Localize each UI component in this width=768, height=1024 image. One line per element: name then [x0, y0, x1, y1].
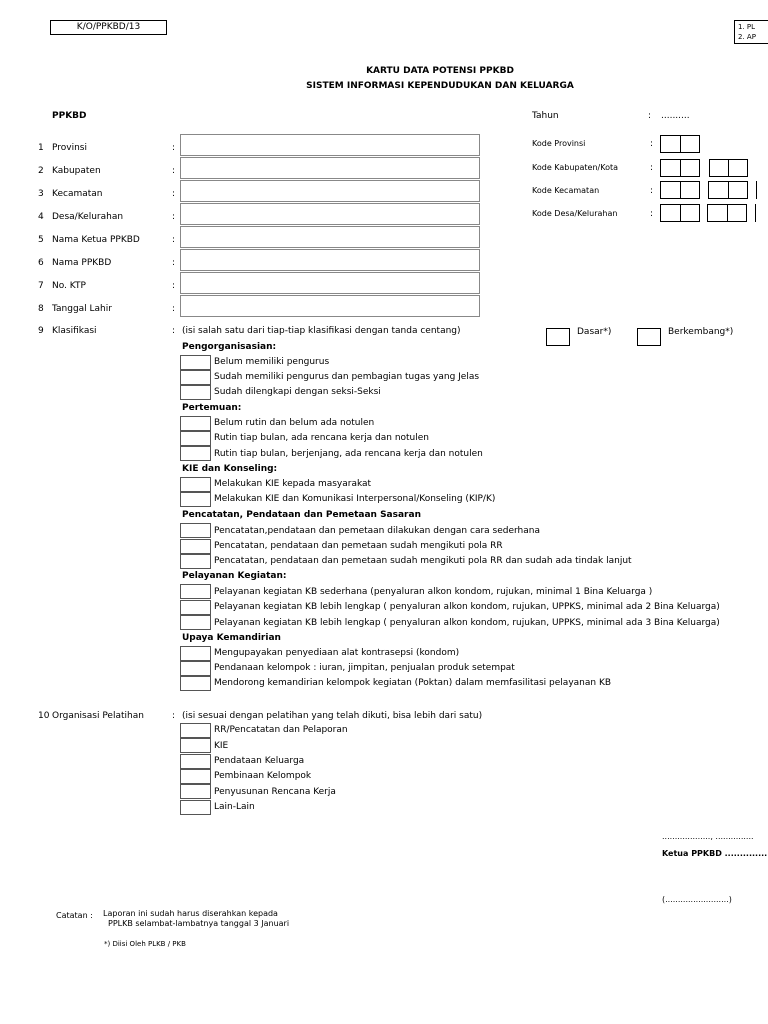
kabupaten-input[interactable] [180, 157, 480, 179]
option-label: Pelayanan kegiatan KB lebih lengkap ( penyaluran alkon kondom, rujukan, UPPKS, minimal ada 3 Bina Keluarga) [214, 618, 720, 628]
group-title: Upaya Kemandirian [182, 633, 281, 643]
option-checkbox[interactable] [180, 477, 211, 492]
training-checkbox[interactable] [180, 769, 211, 784]
box-divider [680, 204, 681, 222]
option-checkbox[interactable] [180, 584, 211, 599]
field-label: Provinsi [52, 143, 87, 153]
box-edge [755, 204, 756, 222]
pelatihan-colon: : [172, 711, 176, 721]
option-checkbox[interactable] [180, 355, 211, 370]
klasifikasi-instruction: (isi salah satu dari tiap-tiap klasifikasi dengan tanda centang) [182, 326, 461, 336]
option-label: Melakukan KIE kepada masyarakat [214, 479, 372, 489]
box-edge [756, 181, 757, 199]
berkembang-label: Berkembang*) [668, 327, 734, 337]
option-label: Melakukan KIE dan Komunikasi Interpersonal/Konseling (KIP/K) [214, 494, 496, 504]
field-label: Nama Ketua PPKBD [52, 235, 140, 245]
option-label: Pelayanan kegiatan KB sederhana (penyaluran alkon kondom, rujukan, minimal 1 Bina Keluarga ) [214, 587, 653, 597]
field-colon: : [172, 304, 176, 314]
option-label: Belum rutin dan belum ada notulen [214, 418, 375, 428]
field-label: Tanggal Lahir [52, 304, 112, 314]
training-checkbox[interactable] [180, 723, 211, 738]
option-label: Pencatatan, pendataan dan pemetaan sudah mengikuti pola RR dan sudah ada tindak lanjut [214, 556, 632, 566]
box-divider [728, 159, 729, 177]
field-num: 2 [38, 166, 44, 176]
dasar-checkbox[interactable] [546, 328, 570, 346]
training-label: RR/Pencatatan dan Pelaporan [214, 725, 348, 735]
option-label: Pelayanan kegiatan KB lebih lengkap ( penyaluran alkon kondom, rujukan, UPPKS, minimal ada 2 Bina Keluarga) [214, 602, 720, 612]
field-num: 9 [38, 326, 44, 336]
field-colon: : [172, 212, 176, 222]
option-label: Sudah memiliki pengurus dan pembagian tugas yang Jelas [214, 372, 480, 382]
code-label: Kode Provinsi [532, 139, 586, 148]
option-label: Belum memiliki pengurus [214, 357, 330, 367]
group-title: Pertemuan: [182, 403, 242, 413]
code-label: Kode Kabupaten/Kota [532, 163, 619, 172]
field-colon: : [172, 258, 176, 268]
training-checkbox[interactable] [180, 784, 211, 799]
option-checkbox[interactable] [180, 492, 211, 507]
note-line-1: Laporan ini sudah harus diserahkan kepada [103, 909, 278, 918]
box-divider [680, 181, 681, 199]
option-label: Rutin tiap bulan, ada rencana kerja dan notulen [214, 433, 429, 443]
option-label: Pendanaan kelompok : iuran, jimpitan, penjualan produk setempat [214, 663, 515, 673]
field-colon: : [172, 235, 176, 245]
field-colon: : [172, 189, 176, 199]
group-title: Pelayanan Kegiatan: [182, 571, 287, 581]
berkembang-checkbox[interactable] [637, 328, 661, 346]
code-colon: : [650, 186, 654, 196]
option-checkbox[interactable] [180, 431, 211, 446]
field-label: Nama PPKBD [52, 258, 112, 268]
field-num: 5 [38, 235, 44, 245]
desa-kelurahan-input[interactable] [180, 203, 480, 225]
training-label: Pembinaan Kelompok [214, 771, 312, 781]
title-line-1: KARTU DATA POTENSI PPKBD [366, 66, 514, 76]
provinsi-input[interactable] [180, 134, 480, 156]
option-label: Pencatatan, pendataan dan pemetaan sudah mengikuti pola RR [214, 541, 503, 551]
field-label: No. KTP [52, 281, 86, 291]
klasifikasi-colon: : [172, 326, 176, 336]
signature-role: Ketua PPKBD .............. [662, 849, 768, 858]
field-label: Kecamatan [52, 189, 103, 199]
klasifikasi-label: Klasifikasi [52, 326, 97, 336]
pelatihan-instruction: (isi sesuai dengan pelatihan yang telah dikuti, bisa lebih dari satu) [182, 711, 483, 721]
field-num: 6 [38, 258, 44, 268]
corner-line-2: 2. AP [738, 33, 756, 41]
nama-ppkbd-input[interactable] [180, 249, 480, 271]
note-line-2: PPLKB selambat-lambatnya tanggal 3 Januari [108, 919, 290, 928]
option-checkbox[interactable] [180, 370, 211, 385]
tahun-colon: : [648, 111, 652, 121]
signature-place-date: ..................., ............... [662, 832, 754, 841]
tahun-label: Tahun [532, 111, 559, 121]
box-divider [727, 204, 728, 222]
option-checkbox[interactable] [180, 615, 211, 630]
training-checkbox[interactable] [180, 754, 211, 769]
field-num: 8 [38, 304, 44, 314]
training-label: Lain-Lain [214, 802, 255, 812]
training-label: KIE [214, 741, 229, 751]
tanggal-lahir-input[interactable] [180, 295, 480, 317]
option-checkbox[interactable] [180, 385, 211, 400]
field-num: 10 [38, 711, 50, 721]
field-num: 3 [38, 189, 44, 199]
field-colon: : [172, 281, 176, 291]
group-title: KIE dan Konseling: [182, 464, 278, 474]
field-label: Desa/Kelurahan [52, 212, 124, 222]
corner-line-1: 1. PL [738, 23, 756, 31]
code-colon: : [650, 163, 654, 173]
kecamatan-input[interactable] [180, 180, 480, 202]
option-label: Mengupayakan penyediaan alat kontrasepsi (kondom) [214, 648, 460, 658]
option-checkbox[interactable] [180, 646, 211, 661]
option-label: Rutin tiap bulan, berjenjang, ada rencana kerja dan notulen [214, 449, 483, 459]
field-label: Kabupaten [52, 166, 101, 176]
title-line-2: SISTEM INFORMASI KEPENDUDUKAN DAN KELUARGA [306, 81, 574, 91]
group-title: Pencatatan, Pendataan dan Pemetaan Sasaran [182, 510, 421, 520]
training-checkbox[interactable] [180, 738, 211, 753]
form-code-box: K/O/PPKBD/13 [50, 20, 167, 35]
tahun-value[interactable]: .......... [661, 111, 690, 121]
option-checkbox[interactable] [180, 539, 211, 554]
option-checkbox[interactable] [180, 416, 211, 431]
note-label: Catatan : [56, 911, 93, 920]
option-label: Mendorong kemandirian kelompok kegiatan (Poktan) dalam memfasilitasi pelayanan KB [214, 678, 612, 688]
field-colon: : [172, 143, 176, 153]
signature-name: (.........................) [662, 895, 732, 904]
box-divider [680, 135, 681, 153]
code-colon: : [650, 209, 654, 219]
option-checkbox[interactable] [180, 600, 211, 615]
box-divider [728, 181, 729, 199]
pelatihan-label: Organisasi Pelatihan [52, 711, 144, 721]
option-label: Pencatatan,pendataan dan pemetaan dilakukan dengan cara sederhana [214, 526, 540, 536]
option-checkbox[interactable] [180, 554, 211, 569]
code-colon: : [650, 139, 654, 149]
training-checkbox[interactable] [180, 800, 211, 815]
training-label: Penyusunan Rencana Kerja [214, 787, 336, 797]
training-label: Pendataan Keluarga [214, 756, 305, 766]
footnote: *) Diisi Oleh PLKB / PKB [104, 940, 186, 948]
dasar-label: Dasar*) [577, 327, 612, 337]
option-checkbox[interactable] [180, 661, 211, 676]
option-checkbox[interactable] [180, 676, 211, 691]
option-label: Sudah dilengkapi dengan seksi-Seksi [214, 387, 381, 397]
option-checkbox[interactable] [180, 446, 211, 461]
section-label: PPKBD [52, 111, 87, 121]
corner-box [734, 20, 768, 44]
field-num: 1 [38, 143, 44, 153]
field-colon: : [172, 166, 176, 176]
group-title: Pengorganisasian: [182, 342, 277, 352]
option-checkbox[interactable] [180, 523, 211, 538]
code-label: Kode Desa/Kelurahan [532, 209, 618, 218]
code-label: Kode Kecamatan [532, 186, 600, 195]
no-ktp-input[interactable] [180, 272, 480, 294]
field-num: 4 [38, 212, 44, 222]
nama-ketua-input[interactable] [180, 226, 480, 248]
field-num: 7 [38, 281, 44, 291]
box-divider [680, 159, 681, 177]
